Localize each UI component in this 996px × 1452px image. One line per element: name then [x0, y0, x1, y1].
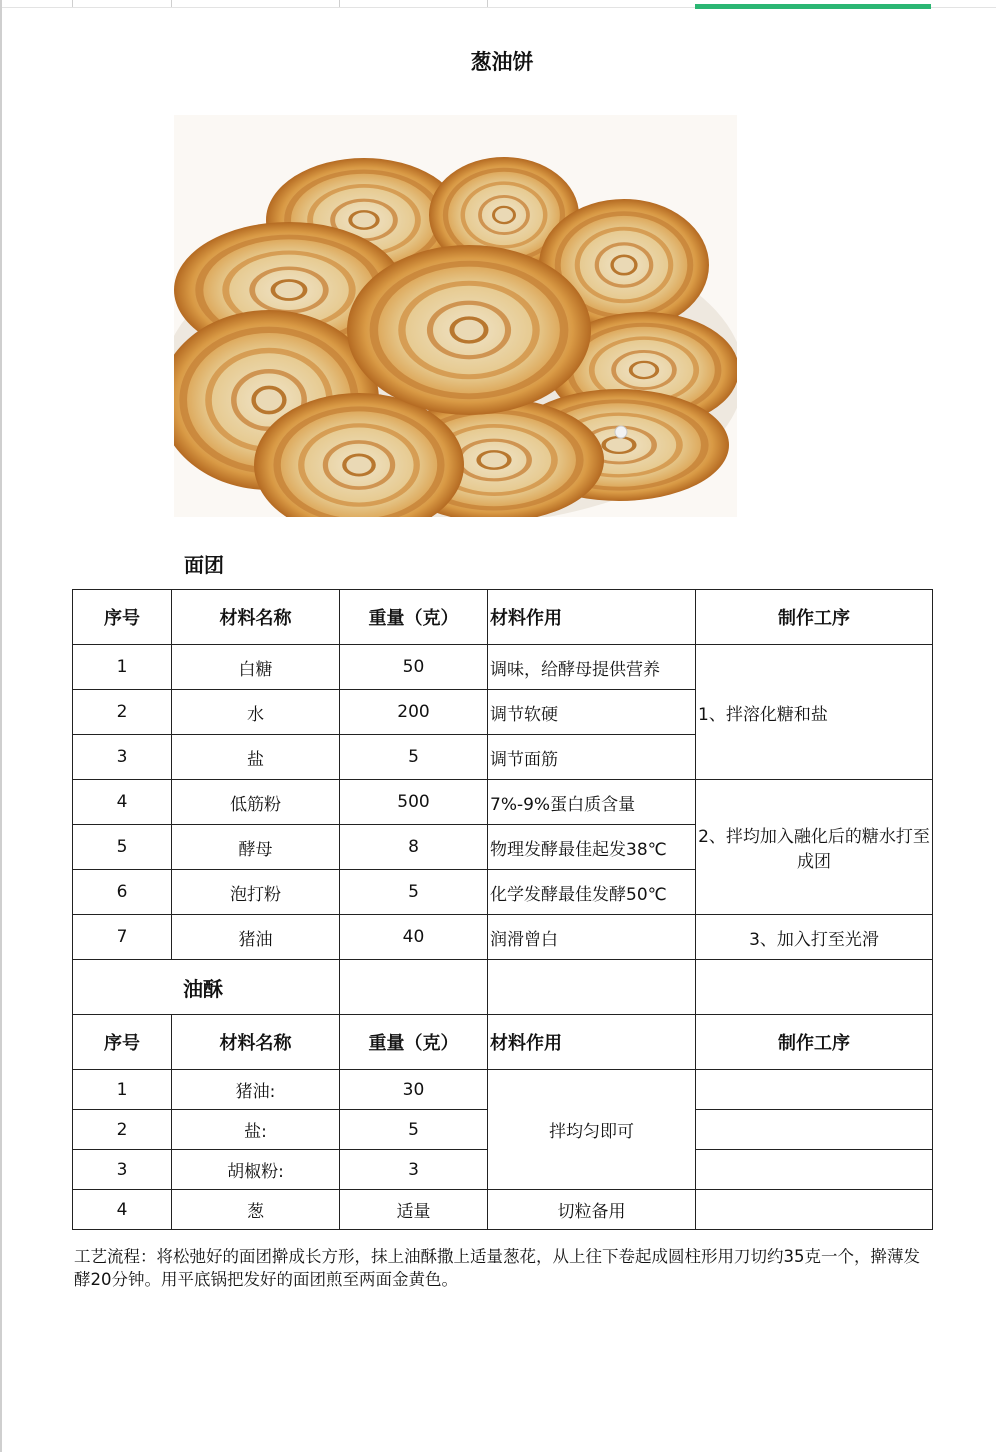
row-name: 白糖: [172, 645, 340, 690]
header-weight: 重量（克）: [340, 590, 488, 645]
row-no: 1: [73, 645, 172, 690]
dough-heading: 面团: [184, 553, 224, 577]
recipe-table: [72, 589, 933, 1230]
row-weight: 适量: [340, 1190, 488, 1230]
header-no: 序号: [73, 590, 172, 645]
row-role: 调节软硬: [488, 690, 696, 735]
step-1: 1、拌溶化糖和盐: [696, 645, 933, 780]
row-name: 盐: [172, 735, 340, 780]
table-row: [73, 780, 933, 825]
table-row: [73, 645, 933, 690]
tab-divider: [487, 0, 488, 7]
row-name: 葱: [172, 1190, 340, 1230]
empty-cell: [696, 1070, 933, 1110]
row-no: 3: [73, 735, 172, 780]
row-no: 3: [73, 1150, 172, 1190]
header-name: 材料名称: [172, 590, 340, 645]
tab-divider: [339, 0, 340, 7]
table-row: [73, 1190, 933, 1230]
header-weight: 重量（克）: [340, 1015, 488, 1070]
row-no: 4: [73, 1190, 172, 1230]
table-row: [73, 1070, 933, 1110]
row-weight: 40: [340, 915, 488, 960]
row-no: 7: [73, 915, 172, 960]
empty-cell: [696, 1150, 933, 1190]
oil-header-row: [73, 1015, 933, 1070]
row-role: 7%-9%蛋白质含量: [488, 780, 696, 825]
row-name: 水: [172, 690, 340, 735]
row-name: 低筋粉: [172, 780, 340, 825]
row-weight: 200: [340, 690, 488, 735]
empty-cell: [696, 960, 933, 1015]
row-weight: 3: [340, 1150, 488, 1190]
empty-cell: [488, 960, 696, 1015]
row-weight: 30: [340, 1070, 488, 1110]
image-dot-indicator: [615, 426, 627, 438]
header-role: 材料作用: [488, 590, 696, 645]
row-weight: 5: [340, 1110, 488, 1150]
header-no: 序号: [73, 1015, 172, 1070]
row-no: 6: [73, 870, 172, 915]
row-no: 5: [73, 825, 172, 870]
step-2: 2、拌均加入融化后的糖水打至成团: [696, 780, 933, 915]
row-role: 调节面筋: [488, 735, 696, 780]
row-name: 猪油: [172, 915, 340, 960]
row-weight: 500: [340, 780, 488, 825]
row-role: 切粒备用: [488, 1190, 696, 1230]
dough-header-row: [73, 590, 933, 645]
row-name: 胡椒粉:: [172, 1150, 340, 1190]
row-weight: 5: [340, 735, 488, 780]
oil-heading-row: [73, 960, 933, 1015]
pancake-center: [347, 245, 591, 415]
header-name: 材料名称: [172, 1015, 340, 1070]
oil-shared-role: 拌均匀即可: [488, 1070, 696, 1190]
row-weight: 8: [340, 825, 488, 870]
top-tab-strip: [0, 0, 996, 10]
scallion-pancake-photo: [174, 115, 737, 517]
oil-heading: 油酥: [73, 960, 340, 1015]
row-weight: 5: [340, 870, 488, 915]
header-steps: 制作工序: [696, 590, 933, 645]
row-weight: 50: [340, 645, 488, 690]
empty-cell: [340, 960, 488, 1015]
row-no: 1: [73, 1070, 172, 1110]
row-role: 物理发酵最佳起发38℃: [488, 825, 696, 870]
page-title: 葱油饼: [470, 50, 534, 74]
row-name: 盐:: [172, 1110, 340, 1150]
row-name: 酵母: [172, 825, 340, 870]
row-name: 泡打粉: [172, 870, 340, 915]
row-role: 调味，给酵母提供营养: [488, 645, 696, 690]
step-3: 3、加入打至光滑: [696, 915, 933, 960]
tab-divider: [171, 0, 172, 7]
header-steps: 制作工序: [696, 1015, 933, 1070]
row-no: 2: [73, 690, 172, 735]
active-tab-indicator[interactable]: [695, 4, 931, 9]
page-left-edge: [0, 0, 2, 1452]
header-role: 材料作用: [488, 1015, 696, 1070]
tab-divider: [72, 0, 73, 7]
row-role: 润滑曾白: [488, 915, 696, 960]
empty-cell: [696, 1110, 933, 1150]
row-role: 化学发酵最佳发酵50℃: [488, 870, 696, 915]
table-row: [73, 915, 933, 960]
row-no: 4: [73, 780, 172, 825]
row-no: 2: [73, 1110, 172, 1150]
process-description: 工艺流程：将松弛好的面团擀成长方形，抹上油酥撒上适量葱花，从上往下卷起成圆柱形用刀切约35克一个，擀薄发酵20分钟。用平底锅把发好的面团煎至两面金黄色。: [74, 1247, 920, 1289]
row-name: 猪油:: [172, 1070, 340, 1110]
empty-cell: [696, 1190, 933, 1230]
